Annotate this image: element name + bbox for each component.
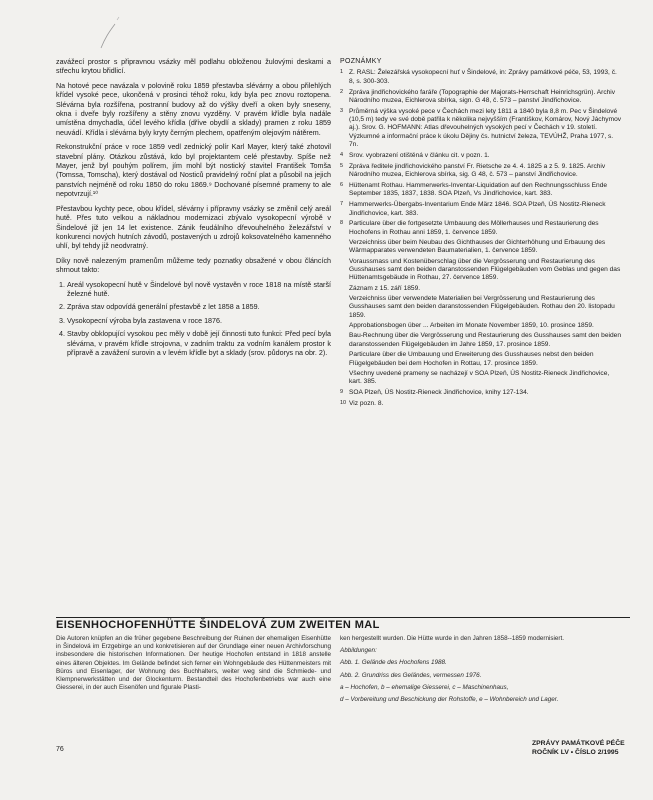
note-text: Voraussmass und Kostenüberschlag über die Vergrösserung und Restaurierung des Gusshauses samt den beiden daranstossenden Flügelgebäuden vom Geblas und gegen das Hüttenamtsgebäude in Rothau, 27. července 1859.	[349, 257, 621, 282]
section-divider	[56, 617, 630, 618]
note-number: 5	[340, 162, 344, 169]
summary-list	[56, 281, 331, 359]
notes-list	[340, 69, 622, 408]
list-item: 2. Zpráva stav odpovídá generální přestavbě z let 1858 a 1859.	[67, 303, 331, 312]
paragraph: Na hotové pece navázala v polovině roku 1859 přestavba slévárny a obou přilehlých křídel vysoké pece, ukončená v prosinci téhož roku, kdy byla pec znovu roztopena. Slévárna byla rozšířena, postranní budovy až do výšky dveří a oken byly sneseny, okna i dveře byly rozšířeny a stěny znovu vyzděny. V pravém křídle byla nadále umístěna dmychadla, účel levého křídla (dříve obydlí a sklady) pramen z roku 1859 neuvádí. Křídla i slévárna byly kryty černým plechem, opatřeným olejovým nátěrem.	[56, 81, 331, 137]
note-text: Approbationsbogen über ... Arbeiten im Monate November 1859, 10. prosince 1859.	[349, 322, 594, 330]
list-item: 4. Stavby obklopující vysokou pec měly v době její činnosti tuto funkci: Před pecí byla slévárna, v pravém křídle strojovna, v zadním traktu za vodním kanálem prostor k přípravě a zavážení surovin a v levém křídle byt a sklady (srov. půdorys na obr. 2).	[67, 330, 331, 358]
article-body	[56, 58, 331, 362]
note-text: Particulare über die fortgesetzte Umbauung des Möllerhauses und Restaurierung des Hochofens in Rothau anni 1859, 1. července 1859.	[349, 220, 599, 236]
paragraph: Rekonstrukční práce v roce 1859 vedl zednický polír Karl Mayer, který také zhotovil stavební plány. Otázkou zůstává, kdo byl projektantem celé přestavby. Spíše než Mayer, jenž byl pouhým polírem, jím mohl být nostický stavitel František Tomša (Tomssa, Tomscha), který dostával od Nosticů pravidelný roční plat a působil na jejich panstvích nejméně od roku 1850 do roku 1869.⁹ Dochované písemné prameny to ale nepotvrzují.¹⁰	[56, 143, 331, 199]
note-number: 7	[340, 201, 344, 208]
journal-footer	[532, 740, 625, 757]
note-number: 3	[340, 107, 344, 114]
note-text: Z. RASL: Železářská vysokopecní huť v Šindelové, in: Zprávy památkové péče, 53, 1993, č. 8, s. 300-303.	[349, 69, 617, 85]
notes-heading: POZNÁMKY	[340, 58, 382, 65]
note-item	[340, 152, 622, 160]
summary-text-right	[340, 635, 622, 708]
note-text: Zpráva ředitele jindřichovického panství Fr. Rietsche ze 4. 4. 1825 a z 5. 9. 1825. Archiv Národního muzea, Eichlerova sbírka, sig. G 48, č. 573 – panství Jindřichovice.	[349, 162, 606, 179]
pencil-mark-icon	[95, 14, 135, 54]
note-number: 2	[340, 88, 344, 95]
note-text: Srov. vyobrazení otištěná v článku cit. v pozn. 1.	[349, 151, 490, 159]
journal-title: ZPRÁVY PAMÁTKOVÉ PÉČE	[532, 740, 625, 747]
note-item	[340, 389, 622, 397]
note-item	[340, 69, 622, 86]
note-text: Všechny uvedené prameny se nacházejí v SOA Plzeň, ÚS Nostitz-Rieneck Jindřichovice, kart. 385.	[349, 369, 610, 386]
summary-continuation: ken hergestellt wurden. Die Hütte wurde in den Jahren 1858--1859 modernisiert.	[340, 635, 565, 642]
note-text: Průměrná výška vysoké pece v Čechách mezi lety 1811 a 1840 byla 8,8 m. Pec v Šindelové (10,5 m) tedy ve své době patřila k několika nejvyšším (Františkov, Komárov, Nový Jáchymov aj.). Srov. G. HOFMANN: Atlas dřevouhelných vysokých pecí v Čechách v 19. století. Výzkumné a informační práce k úkolu Dějiny čs. hutnictví železa, TEVÚHŽ, Praha 1977, s. 7n.	[349, 107, 622, 149]
note-number: 1	[340, 69, 344, 76]
list-item: 1. Areál vysokopecní hutě v Šindelové byl nově vystavěn v roce 1818 na místě starší železné hutě.	[67, 281, 331, 300]
note-text: Verzeichniss über beim Neubau des Gichthauses der Gichterhöhung und Erbauung des Wärmapparates verwendeten Baumaterialien, 1. července 1859.	[349, 239, 606, 255]
note-text: Hammerwerks-Übergabs-Inventarium Ende März 1846. SOA Plzeň, ÚS Nostitz-Rieneck Jindřichovice, kart. 383.	[349, 201, 606, 217]
note-item	[340, 400, 622, 408]
note-item	[340, 220, 622, 386]
note-number: 8	[340, 220, 344, 227]
note-item	[340, 89, 622, 106]
paragraph: zavážecí prostor s připravnou vsázky měl podlahu obloženou žulovými deskami a střechu krytou břidlicí.	[56, 58, 331, 76]
illustrations-heading: Abbildungen:	[340, 647, 377, 655]
note-number: 6	[340, 181, 344, 188]
note-text: Hüttenamt Rothau. Hammerwerks-Inventar-Liquidation auf den Rechnungsschluss Ende September 1835, 1837, 1838. SOA Plzeň, Vs Jindřichovice, kart. 383.	[349, 181, 608, 198]
notes-section	[340, 58, 622, 411]
illustration-caption: Abb. 1. Gelände des Hochofens 1988.	[340, 659, 447, 667]
illustration-legend: d – Vorbereitung und Beschickung der Rohstoffe, e – Wohnbereich und Lager.	[340, 696, 559, 704]
paragraph: Přestavbou kychty pece, obou křídel, slévárny i přípravny vsázky se změnil celý areál hutě. Přes tuto velkou a nákladnou modernizaci zbývalo vysokopecní výrobě v Šindelové již jen 14 let existence. Zánik feudálního dřevouhelného železářství v konkurenci nových hutních závodů, postavených u zdrojů koksovatelného kamenného uhlí, byl tehdy již neodvratný.	[56, 204, 331, 251]
note-item	[340, 108, 622, 150]
illustration-caption: Abb. 2. Grundriss des Geländes, vermessen 1976.	[340, 671, 482, 679]
note-text: SOA Plzeň, ÚS Nostitz-Rieneck Jindřichovice, knihy 127-134.	[349, 389, 529, 397]
note-text: Particulare über die Umbauung und Erweiterung des Gusshauses nebst den beiden Flügelgebäuden bei dem Hochofen in Rottau, 17. prosince 1859.	[349, 351, 594, 367]
journal-issue: ROČNÍK LV • ČÍSLO 2/1995	[532, 748, 619, 756]
page-number: 76	[56, 746, 64, 753]
note-number: 4	[340, 151, 344, 158]
note-item	[340, 201, 622, 218]
note-text: Záznam z 15. září 1859.	[349, 284, 421, 292]
note-item	[340, 182, 622, 199]
note-text: Viz pozn. 8.	[349, 399, 384, 407]
note-number: 10	[340, 399, 347, 406]
note-text: Bau-Rechnung über die Vergrösserung und Restaurierung des Gusshauses samt den beiden daranstossenden Flügelgebäuden im Jahre 1859, 17. prosince 1859.	[349, 332, 621, 348]
illustration-legend: a – Hochofen, b – ehemalige Giesserei, c – Maschinenhaus,	[340, 683, 509, 691]
list-item: 3. Vysokopecní výroba byla zastavena v roce 1876.	[67, 317, 331, 326]
summary-text-left: Die Autoren knüpfen an die früher gegebene Beschreibung der Ruinen der ehemaligen Eisenhütte in Šindelová im Erzgebirge an und konkretisieren auf der Grundlage einer neuen Archivforschung insbesondere die historischen Informationen. Der heutige Hochofen entstand in 1818 anstelle eines älteren Objektes. Im Gelände befindet sich ferner ein Wohngebäude des Hüttenmeisters mit Büros und Eisenlager, der Wohnung des Buchhalters, weiter weg sind die Schmiede- und Klempnerwerkstätten und der Glockenturm. Bestandteil des Hochofenbetriebs war auch eine Giesserei, in der auch Eisenöfen und figurale Plasti-	[56, 635, 331, 692]
note-number: 9	[340, 389, 344, 396]
note-text: Verzeichniss über verwendete Materialien bei Vergrösserung und Restaurierung des Gusshauses samt den beiden daranstossenden Flügelgebäuden. Rothau den 20. listopadu 1859.	[349, 295, 615, 319]
paragraph: Díky nově nalezeným pramenům můžeme tedy poznatky obsažené v obou článcích shrnout takto:	[56, 256, 331, 275]
summary-title: EISENHOCHOFENHÜTTE ŠINDELOVÁ ZUM ZWEITEN MAL	[56, 619, 380, 631]
note-text: Zpráva jindřichovického faráře (Topographie der Majorats-Herrschaft Heinrichsgrün). Archiv Národního muzea, Eichlerova sbírka, sign. G 48, č. 573 – panství Jindřichovice.	[349, 88, 616, 104]
note-item	[340, 163, 622, 180]
